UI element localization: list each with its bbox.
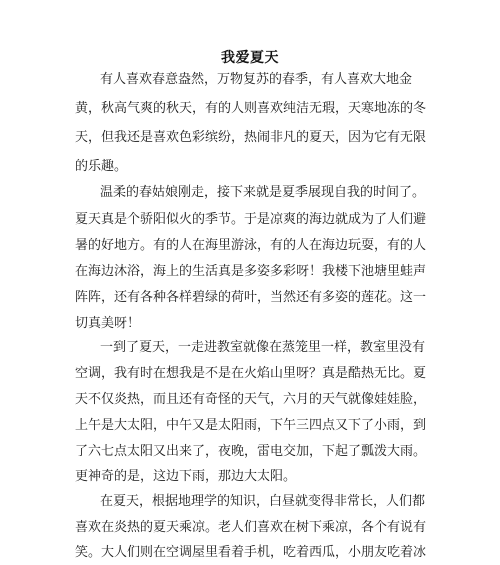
- paragraph-3-line-4: 上午是大太阳，中午又是太阳雨，下午三四点又下了小雨，到: [75, 418, 427, 433]
- paragraph-2-line-5: 阵阵，还有各种各样碧绿的荷叶，当然还有多姿的莲花。这一: [75, 290, 427, 305]
- paragraph-2-line-6: 切真美呀！: [75, 316, 141, 331]
- paragraph-4-line-1: 在夏天，根据地理学的知识，白昼就变得非常长，人们都: [100, 494, 426, 509]
- article-title: 我爱夏天: [221, 50, 279, 66]
- paragraph-2-line-3: 暑的好地方。有的人在海里游泳，有的人在海边玩耍，有的人: [75, 238, 427, 253]
- paragraph-1-line-3: 天，但我还是喜欢色彩缤纷，热闹非凡的夏天，因为它有无限: [75, 130, 427, 145]
- paragraph-1-line-4: 的乐趣。: [75, 159, 128, 174]
- paragraph-2-line-1: 温柔的春姑娘刚走，接下来就是夏季展现自我的时间了。: [100, 185, 426, 200]
- paragraph-4-line-3: 笑。大人们则在空调屋里看着手机，吃着西瓜，小朋友吃着冰: [75, 545, 427, 560]
- paragraph-4-line-2: 喜欢在炎热的夏天乘凉。老人们喜欢在树下乘凉，各个有说有: [75, 520, 427, 535]
- paragraph-1-line-1: 有人喜欢春意盎然，万物复苏的春季，有人喜欢大地金: [100, 72, 413, 87]
- paragraph-2-line-2: 夏天真是个骄阳似火的季节。于是凉爽的海边就成为了人们避: [75, 212, 427, 227]
- paragraph-3-line-6: 更神奇的是，这边下雨，那边大太阳。: [75, 469, 297, 484]
- paragraph-3-line-1: 一到了夏天，一走进教室就像在蒸笼里一样，教室里没有: [100, 340, 426, 355]
- paragraph-2-line-4: 在海边沐浴，海上的生活真是多姿多彩呀！我楼下池塘里蛙声: [75, 264, 427, 279]
- paragraph-3-line-2: 空调，我有时在想我是不是在火焰山里呀？真是酷热无比。夏: [75, 366, 427, 381]
- paragraph-1-line-2: 黄，秋高气爽的秋天，有的人则喜欢纯洁无瑕，天寒地冻的冬: [75, 101, 427, 116]
- paragraph-3-line-5: 了六七点太阳又出来了，夜晚，雷电交加，下起了瓢泼大雨。: [75, 444, 427, 459]
- paragraph-3-line-3: 天不仅炎热，而且还有奇怪的天气，六月的天气就像娃娃脸，: [75, 392, 427, 407]
